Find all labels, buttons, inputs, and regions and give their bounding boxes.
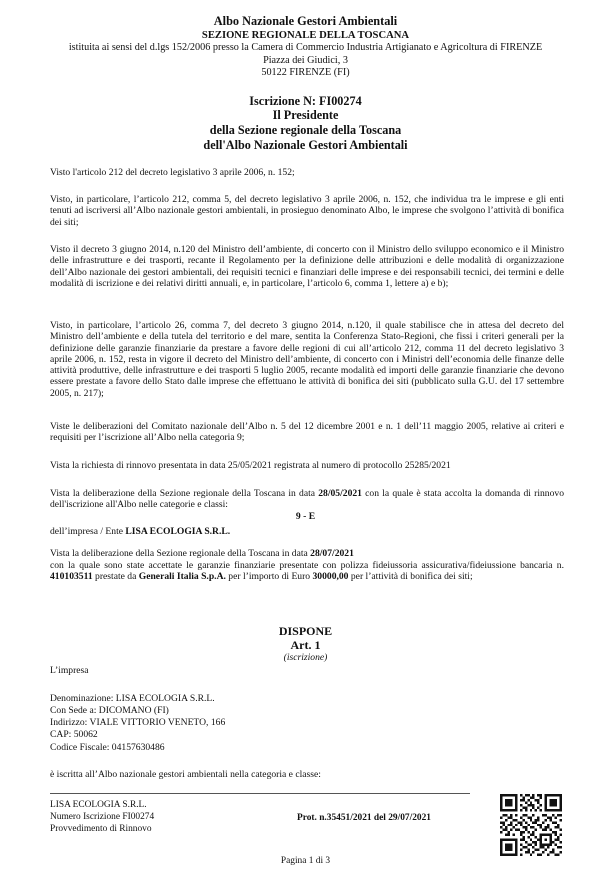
paragraph-deliberazione-2: [50, 548, 564, 559]
garanzie-text-c: per l’importo di Euro: [225, 571, 313, 583]
garanzie-text-d: per l’attività di bonifica dei siti;: [348, 571, 473, 583]
guarantee-amount: 30000,00: [312, 571, 349, 583]
paragraph-deliberazione-1: [50, 488, 564, 511]
dispone-block: [0, 624, 611, 664]
dispone-heading: DISPONE: [278, 624, 333, 638]
deliberazione-1-text-b: con la quale è stata accolta la domanda di rinnovo dell'iscrizione all'Albo nelle categorie e classi:: [50, 488, 564, 511]
title-president: Il Presidente: [272, 108, 339, 122]
company-iscritta: è iscritta all’Albo nazionale gestori ambientali nella categoria e classe:: [50, 769, 321, 780]
impresa-line: [50, 526, 230, 537]
paragraph-viste-5: Viste le deliberazioni del Comitato nazionale dell’Albo n. 5 del 12 dicembre 2001 e n. 1 dell’11 maggio 2005, relative ai criteri e requisiti per l’iscrizione all’Albo nella categoria 9;: [50, 421, 564, 444]
company-denominazione: Denominazione: LISA ECOLOGIA S.R.L.: [50, 693, 215, 704]
org-name: Albo Nazionale Gestori Ambientali: [213, 14, 398, 28]
article-heading: Art. 1: [290, 638, 321, 652]
footer-protocol: Prot. n.35451/2021 del 29/07/2021: [297, 813, 431, 823]
garanzie-text-a: con la quale sono state accettate le garanzie finanziarie presentate con polizza fideiussoria assicurativa/fideiussione bancaria n.: [50, 560, 564, 571]
paragraph-visto-3: Visto il decreto 3 giugno 2014, n.120 del Ministro dell’ambiente, di concerto con il Ministro dello sviluppo economico e il Ministro delle infrastrutture e dei trasporti, recante il Regolamento per la definizione delle attribuzioni e delle modalità di organizzazione dell’Albo nazionale dei gestori ambientali, dei requisiti tecnici e finanziari delle imprese e dei responsabili tecnici, dei termini e delle modalità di iscrizione e dei relativi diritti annuali, e, in particolare, l’articolo 6, comma 1, lettere a) e b);: [50, 244, 564, 289]
category-class: 9 - E: [295, 511, 316, 522]
page-number: Pagina 1 di 3: [280, 856, 331, 866]
insurer-name: Generali Italia S.p.A.: [138, 571, 226, 583]
paragraph-visto-1: Visto l'articolo 212 del decreto legislativo 3 aprile 2006, n. 152;: [50, 167, 295, 178]
title-albo: dell'Albo Nazionale Gestori Ambientali: [203, 138, 408, 152]
paragraph-visto-2: Visto, in particolare, l’articolo 212, comma 5, del decreto legislativo 3 aprile 2006, n. 152, che individua tra le imprese e gli enti tenuti ad iscriversi all’Albo nazionale gestori ambientali, in prosieguo denominato Albo, le imprese che svolgono l’attività di bonifica dei siti;: [50, 194, 564, 228]
deliberazione-2-text-a: Vista la deliberazione della Sezione regionale della Toscana in data: [50, 548, 311, 559]
company-intro: L’impresa: [50, 665, 89, 676]
paragraph-visto-4: Visto, in particolare, l’articolo 26, comma 7, del decreto 3 giugno 2014, n.120, il quale stabilisce che in attesa del decreto del Ministro dell’ambiente e della tutela del territorio e del mare, sentita la Conferenza Stato-Regioni, che fissi i criteri generali per la definizione delle garanzie finanziarie da prestare a favore delle regioni di cui all’articolo 212, comma 11 del decreto legislativo 3 aprile 2006, n. 152, resta in vigore il decreto del Ministro dell’ambiente, di concerto con i Ministri dell’economia delle finanze delle attività produttive, delle infrastrutture e dei trasporti 5 luglio 2005, recante modalità ed importi delle garanzie finanziarie che devono essere prestate a favore dello Stato dalle imprese che effettuano le attività di bonifica dei siti (pubblicato sulla G.U. del 17 settembre 2005, n. 217);: [50, 320, 564, 399]
footer-numero: Numero Iscrizione FI00274: [50, 812, 155, 822]
title-section: della Sezione regionale della Toscana: [209, 123, 402, 137]
polizza-number: 410103511: [50, 571, 93, 583]
address-city: 50122 FIRENZE (FI): [261, 67, 350, 78]
iscrizione-number: Iscrizione N: FI00274: [249, 94, 362, 108]
footer-divider: [50, 793, 470, 794]
deliberazione-2-date: 28/07/2021: [310, 548, 354, 559]
paragraph-richiesta: Vista la richiesta di rinnovo presentata in data 25/05/2021 registrata al numero di protocollo 25285/2021: [50, 460, 451, 471]
garanzie-text-b: prestate da: [92, 571, 139, 583]
footer-company: LISA ECOLOGIA S.R.L.: [50, 800, 147, 810]
institution-line: istituita ai sensi del d.lgs 152/2006 presso la Camera di Commercio Industria Artigianato e Agricoltura di FIRENZE: [68, 42, 543, 53]
paragraph-garanzie: [50, 560, 564, 583]
company-indirizzo: Indirizzo: VIALE VITTORIO VENETO, 166: [50, 717, 226, 728]
company-cap: CAP: 50062: [50, 729, 98, 740]
company-codice-fiscale: Codice Fiscale: 04157630486: [50, 742, 165, 753]
section-name: SEZIONE REGIONALE DELLA TOSCANA: [201, 30, 410, 41]
company-sede: Con Sede a: DICOMANO (FI): [50, 705, 169, 716]
address-street: Piazza dei Giudici, 3: [263, 55, 348, 66]
impresa-label: dell’impresa / Ente: [50, 526, 126, 537]
article-subtitle: (iscrizione): [283, 652, 328, 663]
deliberazione-1-date: 28/05/2021: [318, 488, 362, 499]
impresa-name: LISA ECOLOGIA S.R.L.: [125, 526, 231, 537]
deliberazione-1-text-a: Vista la deliberazione della Sezione regionale della Toscana in data: [50, 488, 319, 499]
footer-provvedimento: Provvedimento di Rinnovo: [50, 824, 152, 834]
qr-code: [500, 794, 562, 856]
